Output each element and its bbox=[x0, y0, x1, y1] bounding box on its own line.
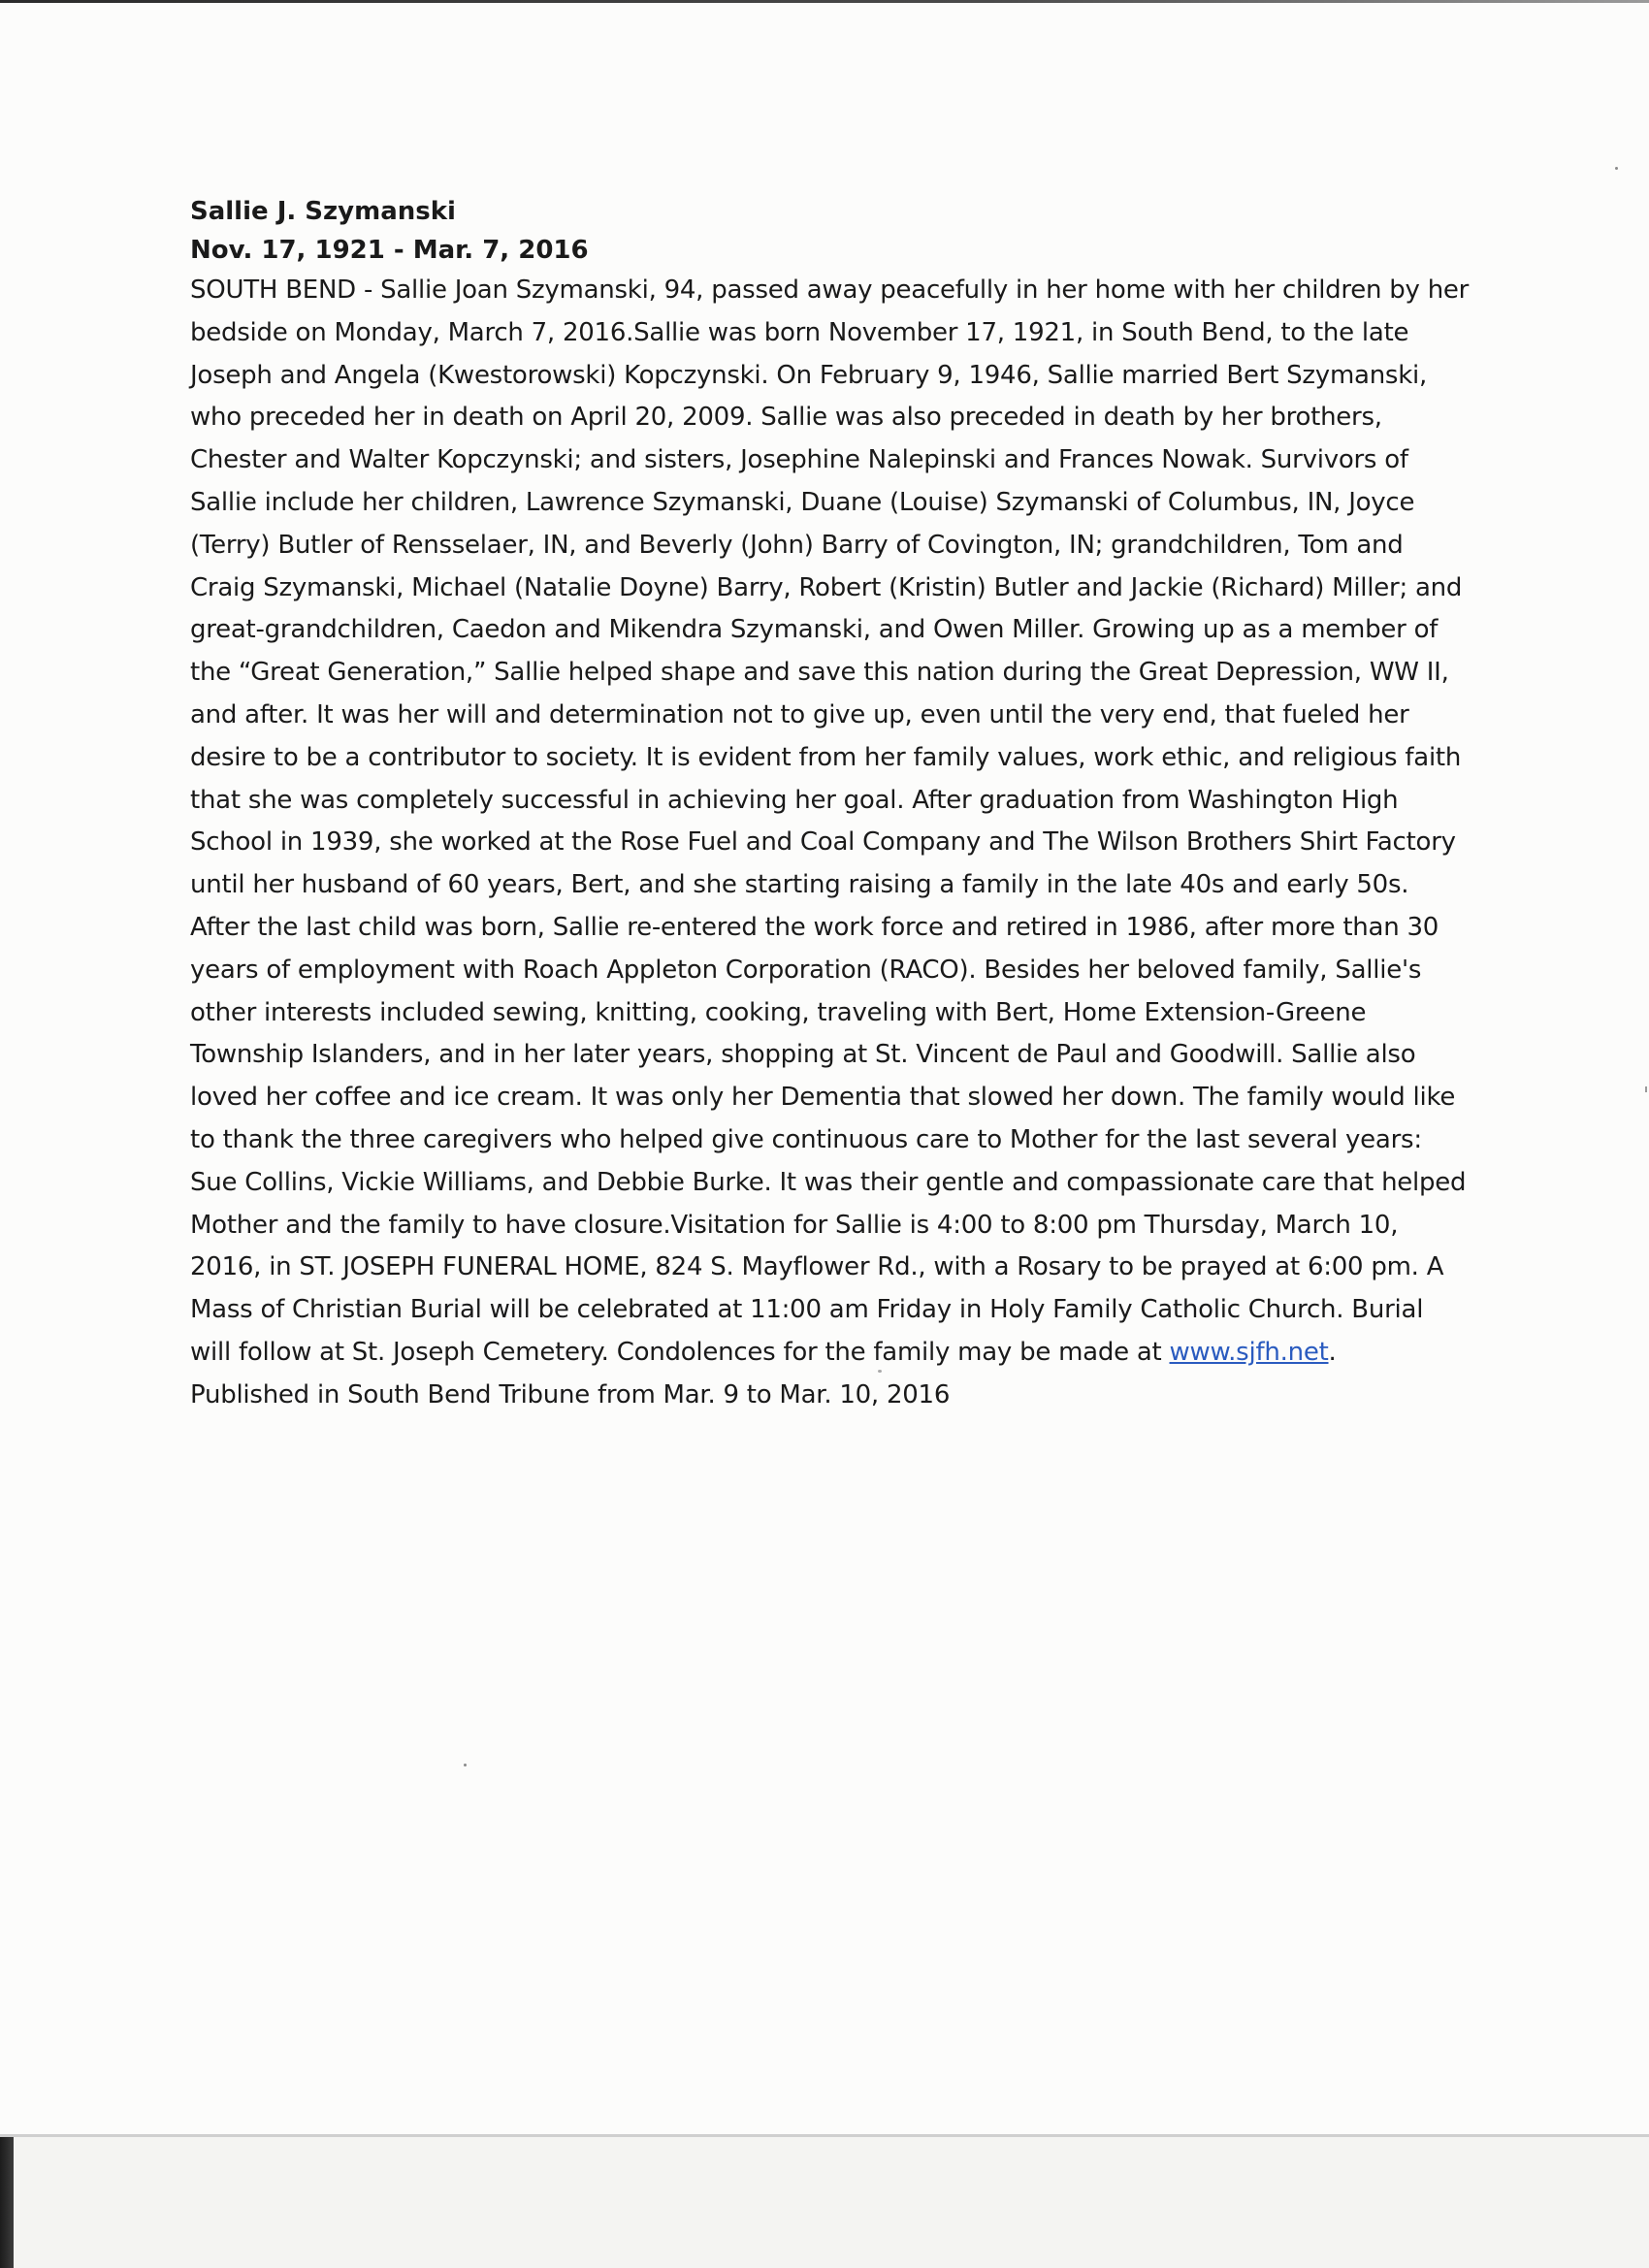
funeral-home-link[interactable]: www.sjfh.net bbox=[1169, 1337, 1329, 1367]
obituary-body-end: . bbox=[1328, 1337, 1337, 1367]
obituary-body-text: SOUTH BEND - Sallie Joan Szymanski, 94, passed away peacefully in her home with her children by her bedside on Monday, March 7, 2016.Sallie was born November 17, 1921, in South Bend, to the late Joseph and Angela (Kwestorowski) Kopczynski. On February 9, 1946, Sallie married Bert Szymanski, who preceded her in death on April 20, 2009. Sallie was also preceded in death by her brothers, Chester and Walter Kopczynski; and sisters, Josephine Nalepinski and Frances Nowak. Survivors of Sallie include her children, Lawrence Szymanski, Duane (Louise) Szymanski of Columbus, IN, Joyce (Terry) Butler of Rensselaer, IN, and Beverly (John) Barry of Covington, IN; grandchildren, Tom and Craig Szymanski, Michael (Natalie Doyne) Barry, Robert (Kristin) Butler and Jackie (Richard) Miller; and great-grandchildren, Caedon and Mikendra Szymanski, and Owen Miller. Growing up as a member of the “Great Generation,” Sallie helped shape and save this nation during the Great Depression, WW II, and after. It was her will and determination not to give up, even until the very end, that fueled her desire to be a contributor to society. It is evident from her family values, work ethic, and religious faith that she was completely successful in achieving her goal. After graduation from Washington High School in 1939, she worked at the Rose Fuel and Coal Company and The Wilson Brothers Shirt Factory until her husband of 60 years, Bert, and she starting raising a family in the late 40s and early 50s. After the last child was born, Sallie re-entered the work force and retired in 1986, after more than 30 years of employment with Roach Appleton Corporation (RACO). Besides her beloved family, Sallie's other interests included sewing, knitting, cooking, traveling with Bert, Home Extension-Greene Township Islanders, and in her later years, shopping at St. Vincent de Paul and Goodwill. Sallie also loved her coffee and ice cream. It was only her Dementia that slowed her down. The family would like to thank the three caregivers who helped give continuous care to Mother for the last several years: Sue Collins, Vickie Williams, and Debbie Burke. It was their gentle and compassionate care that helped Mother and the family to have closure.Visitation for Sallie is 4:00 to 8:00 pm Thursday, March 10, 2016, in ST. JOSEPH FUNERAL HOME, 824 S. Mayflower Rd., with a Rosary to be prayed at 6:00 pm. A Mass of Christian Burial will be celebrated at 11:00 am Friday in Holy Family Catholic Church. Burial will follow at St. Joseph Cemetery. Condolences for the family may be made at bbox=[190, 275, 1470, 1367]
obituary bbox=[190, 192, 1471, 1417]
publication-line: Published in South Bend Tribune from Mar. 9 to Mar. 10, 2016 bbox=[190, 1379, 951, 1409]
obituary-body bbox=[190, 270, 1471, 1375]
scan-top-edge bbox=[0, 0, 1649, 3]
scan-speck bbox=[1615, 167, 1618, 170]
obituary-dates: Nov. 17, 1921 - Mar. 7, 2016 bbox=[190, 236, 589, 265]
obituary-name: Sallie J. Szymanski bbox=[190, 197, 456, 226]
scan-speck bbox=[464, 1764, 467, 1766]
scan-bottom-strip bbox=[0, 2134, 1649, 2268]
scan-left-shadow bbox=[0, 2137, 14, 2268]
scan-speck bbox=[1645, 1086, 1647, 1092]
